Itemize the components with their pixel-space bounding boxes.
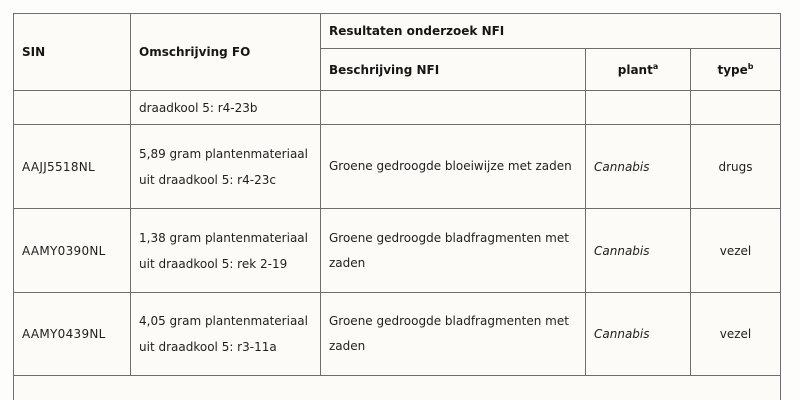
table-header-row-top [14, 14, 781, 49]
header-type [691, 49, 781, 91]
cell-plant: Cannabis [586, 209, 691, 293]
header-omschrijving-fo: Omschrijving FO [131, 14, 321, 91]
header-plant-label: plant [617, 62, 653, 77]
cell-beschrijving [321, 91, 586, 125]
cell-type: drugs [691, 125, 781, 209]
header-type-footnote-marker: b [747, 61, 754, 71]
cell-sin: AAMY0390NL [14, 209, 131, 293]
cell-sin: AAJJ5518NL [14, 125, 131, 209]
cell-empty-clipped [14, 376, 781, 400]
header-plant [586, 49, 691, 91]
table-row [14, 125, 781, 209]
table-row [14, 91, 781, 125]
cell-plant: Cannabis [586, 293, 691, 376]
cell-omschrijving: 5,89 gram plantenmateriaal uit draadkool 5: r4-23c [131, 125, 321, 209]
cell-type: vezel [691, 209, 781, 293]
cell-omschrijving: 1,38 gram plantenmateriaal uit draadkool 5: rek 2-19 [131, 209, 321, 293]
cell-omschrijving: 4,05 gram plantenmateriaal uit draadkool 5: r3-11a [131, 293, 321, 376]
header-plant-footnote-marker: a [652, 61, 659, 71]
cell-plant: Cannabis [586, 125, 691, 209]
cell-sin: AAMY0439NL [14, 293, 131, 376]
header-resultaten-onderzoek-nfi: Resultaten onderzoek NFI [321, 14, 781, 49]
table-row [14, 293, 781, 376]
cell-plant [586, 91, 691, 125]
cell-beschrijving: Groene gedroogde bladfragmenten met zaden [321, 209, 586, 293]
cell-sin [14, 91, 131, 125]
header-type-label: type [717, 62, 748, 77]
cell-type: vezel [691, 293, 781, 376]
cell-beschrijving: Groene gedroogde bladfragmenten met zaden [321, 293, 586, 376]
table-row-partial-clipped [14, 376, 781, 400]
cell-omschrijving: draadkool 5: r4-23b [131, 91, 321, 125]
cell-type [691, 91, 781, 125]
header-sin: SIN [14, 14, 131, 91]
cell-beschrijving: Groene gedroogde bloeiwijze met zaden [321, 125, 586, 209]
header-beschrijving-nfi: Beschrijving NFI [321, 49, 586, 91]
results-table [13, 13, 781, 400]
table-row [14, 209, 781, 293]
